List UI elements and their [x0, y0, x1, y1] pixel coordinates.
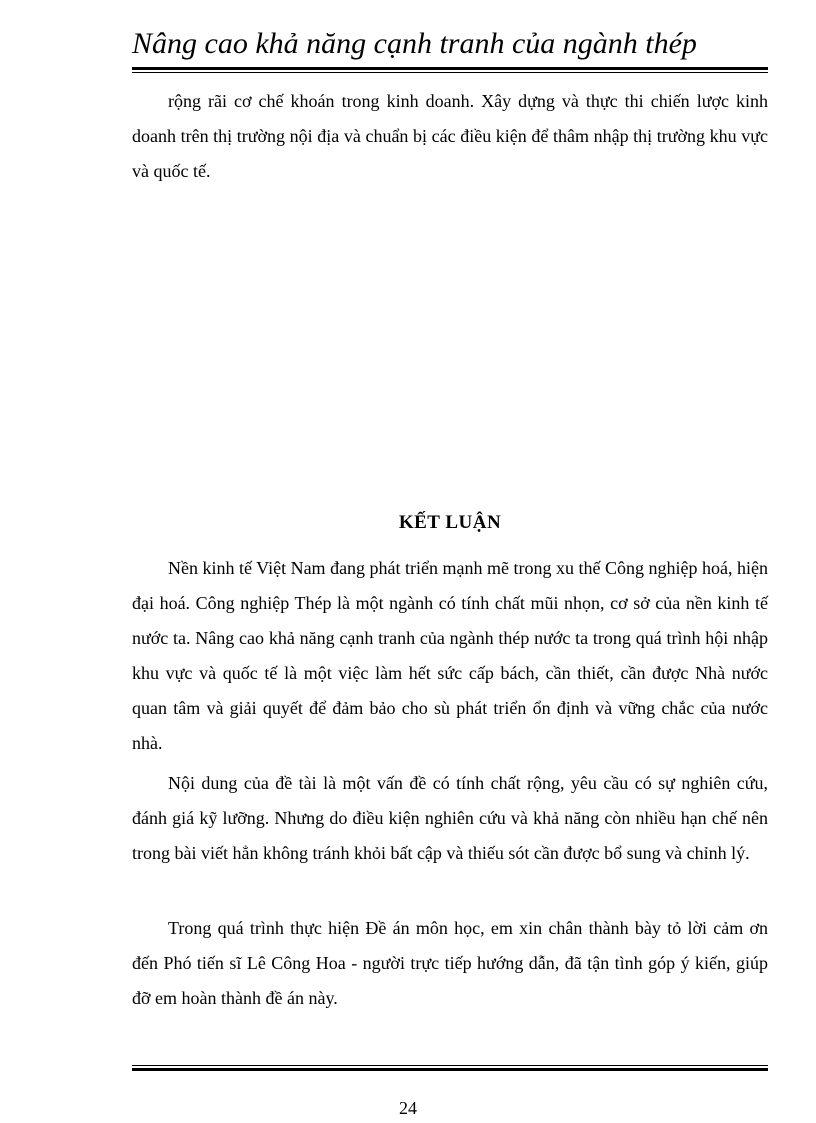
footer-divider-thin-line [132, 1065, 768, 1066]
footer-divider-thick-line [132, 1068, 768, 1071]
conclusion-paragraph-1: Nền kinh tế Việt Nam đang phát triển mạnh mẽ trong xu thế Công nghiệp hoá, hiện đại hoá. Công nghiệp Thép là một ngành có tính chất mũi nhọn, cơ sở của nền kinh tế nước ta. Nâng cao khả năng cạnh tranh của ngành thép nước ta trong quá trình hội nhập khu vực và quốc tế là một việc làm hết sức cấp bách, cần thiết, cần được Nhà nước quan tâm và giải quyết để đảm bảo cho sù phát triển ổn định và vững chắc của nước nhà. [132, 558, 768, 753]
section-heading: KẾT LUẬN [398, 512, 502, 533]
header-divider [132, 67, 768, 73]
conclusion-paragraph-2: Nội dung của đề tài là một vấn đề có tính chất rộng, yêu cầu có sự nghiên cứu, đánh giá kỹ lưỡng. Nhưng do điều kiện nghiên cứu và khả năng còn nhiều hạn chế nên trong bài viết hẳn không tránh khỏi bất cập và thiếu sót cần được bổ sung và chỉnh lý. [132, 773, 768, 863]
footer-divider [132, 1065, 768, 1071]
conclusion-paragraph-3: Trong quá trình thực hiện Đề án môn học, em xin chân thành bày tỏ lời cảm ơn đến Phó tiến sĩ Lê Công Hoa - người trực tiếp hướng dẫn, đã tận tình góp ý kiến, giúp đỡ em hoàn thành đề án này. [132, 918, 768, 1008]
page-header-title: Nâng cao khả năng cạnh tranh của ngành thép [132, 27, 697, 60]
header-divider-thin-line [132, 72, 768, 73]
continuation-paragraph: rộng rãi cơ chế khoán trong kinh doanh. Xây dựng và thực thi chiến lược kinh doanh trên thị trường nội địa và chuẩn bị các điều kiện để thâm nhập thị trường khu vực và quốc tế. [132, 91, 768, 181]
page-number: 24 [399, 1098, 417, 1118]
header-divider-thick-line [132, 67, 768, 70]
